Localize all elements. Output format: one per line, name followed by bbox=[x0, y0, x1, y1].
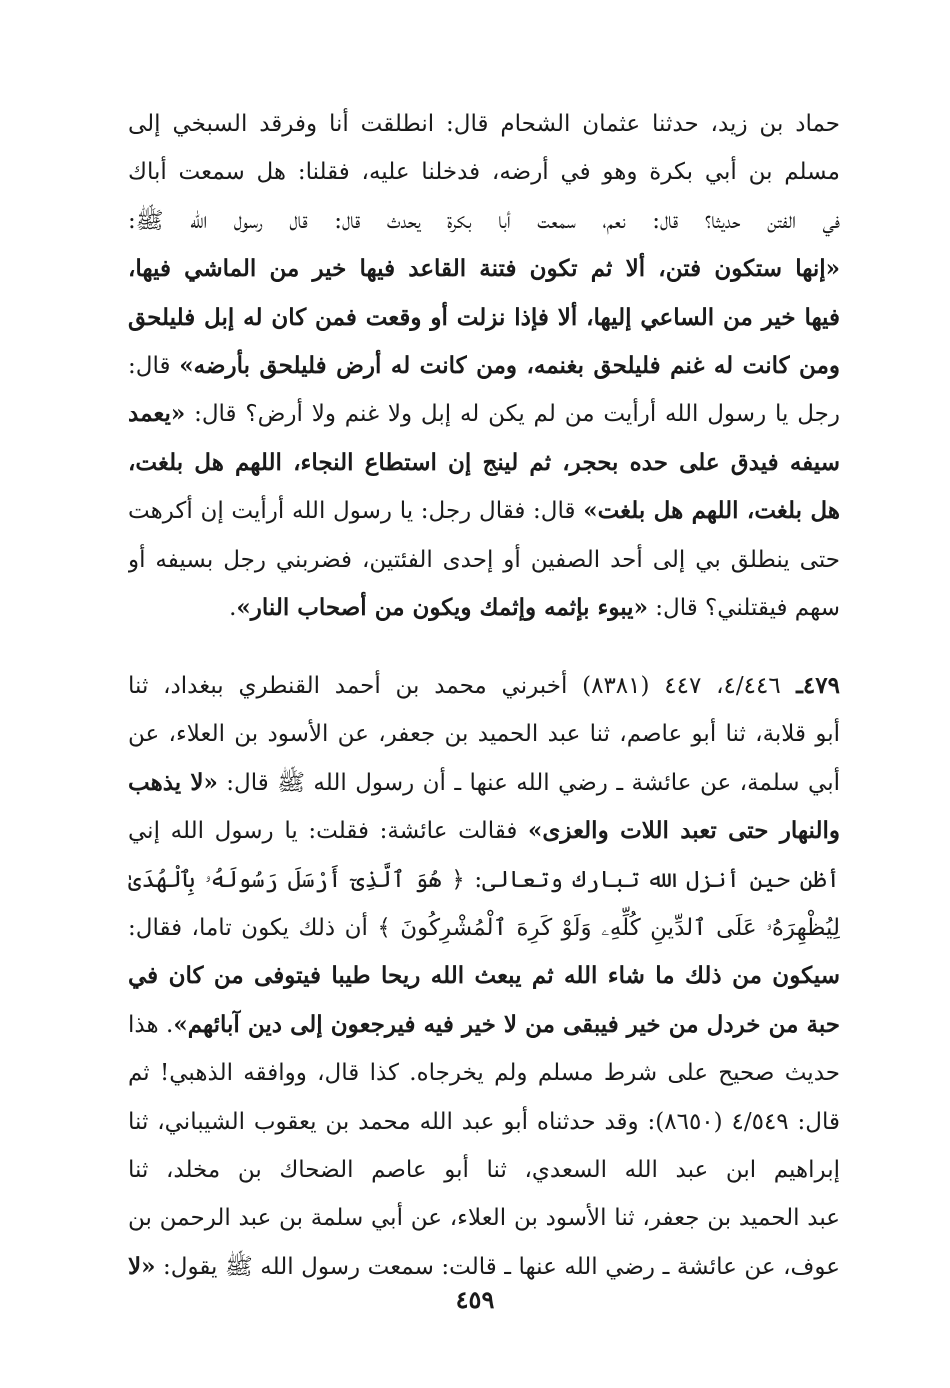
hadith-quote-text: «لا يذهب bbox=[128, 768, 218, 796]
narration-text: قال: ٤/٥٤٩ (٨٦٥٠): وقد حدثناه أبو عبد الله محمد بن يعقوب الشيباني، ثنا bbox=[128, 1108, 840, 1135]
text-line bbox=[128, 1098, 840, 1146]
hadith-quote-text: «إنها ستكون فتن، ألا ثم تكون فتنة القاعد فيها خير من الماشي فيها، bbox=[128, 255, 840, 283]
text-line bbox=[128, 1001, 840, 1049]
text-line bbox=[128, 904, 840, 952]
narration-text: عبد الحميد بن جعفر، ثنا الأسود بن العلاء، عن أبي سلمة بن عبد الرحمن بن bbox=[128, 1205, 840, 1232]
narration-text: . bbox=[229, 594, 237, 621]
narration-text: عوف، عن عائشة ـ رضي الله عنها ـ قالت: سمعت رسول الله ﷺ يقول: bbox=[155, 1253, 840, 1280]
text-line bbox=[128, 856, 840, 904]
narration-text: قال: bbox=[128, 352, 171, 379]
narration-text: لِيُظْهِرَهُۥ عَلَى ٱلدِّينِ كُلِّهِۦ وَلَوْ كَرِهَ ٱلْمُشْرِكُونَ ﴾ أن ذلك يكون تاما، فقال: bbox=[128, 914, 840, 941]
narration-text: حديث صحيح على شرط مسلم ولم يخرجاه. كذا قال، ووافقه الذهبي! ثم bbox=[128, 1060, 840, 1087]
hadith-quote-text: فيها خير من الساعي إليها، ألا فإذا نزلت أو وقعت فمن كان له إبل فليلحق bbox=[128, 303, 840, 331]
text-line bbox=[128, 759, 840, 807]
text-line bbox=[128, 1243, 840, 1291]
text-line bbox=[128, 584, 840, 632]
hadith-text-block-1 bbox=[128, 100, 840, 632]
narration-text: رجل يا رسول الله أرأيت من لم يكن له إبل ولا غنم ولا أرض؟ قال: bbox=[185, 401, 840, 428]
narration-text: حماد بن زيد، حدثنا عثمان الشحام قال: انطلقت أنا وفرقد السبخي إلى bbox=[128, 111, 840, 137]
text-line bbox=[128, 148, 840, 196]
hadith-quote-text: «يبوء بإثمه وإثمك ويكون من أصحاب النار» bbox=[236, 593, 648, 621]
narration-text: مسلم بن أبي بكرة وهو في أرضه، فدخلنا عليه، فقلنا: هل سمعت أباك bbox=[128, 159, 840, 186]
text-line bbox=[128, 710, 840, 758]
text-line bbox=[128, 342, 840, 390]
text-line bbox=[128, 807, 840, 855]
hadith-quote-text: والنهار حتى تعبد اللات والعزى» bbox=[528, 817, 840, 845]
text-line bbox=[128, 100, 840, 148]
text-line bbox=[128, 487, 840, 535]
narration-text: أظن حين أنزل الله تبارك وتعالى: ﴿ هُوَ ٱلَّذِىٓ أَرْسَلَ رَسُولَهُۥ بِٱلْهُدَىٰ bbox=[128, 866, 840, 893]
narration-text: فقالت عائشة: فقلت: يا رسول الله إني bbox=[128, 818, 518, 845]
text-line bbox=[128, 536, 840, 584]
narration-text: ٤/٤٤٦، ٤٤٧ (٨٣٨١) أخبرني محمد بن أحمد القنطري ببغداد، ثنا bbox=[128, 673, 781, 699]
narration-text: إبراهيم ابن عبد الله السعدي، ثنا أبو عاصم الضحاك بن مخلد، ثنا bbox=[128, 1156, 840, 1183]
hadith-quote-text: حبة من خردل من خير فيبقى من لا خير فيه فيرجعون إلى دين آبائهم» bbox=[173, 1010, 840, 1038]
narration-text: أبي سلمة، عن عائشة ـ رضي الله عنها ـ أن رسول الله ﷺ قال: bbox=[217, 769, 840, 796]
narration-text: . هذا bbox=[128, 1011, 174, 1038]
text-line bbox=[128, 245, 840, 293]
text-line bbox=[128, 197, 840, 245]
text-line bbox=[128, 662, 840, 710]
hadith-quote-text: سيفه فيدق على حده بحجر، ثم لينج إن استطاع النجاء، اللهم هل بلغت، bbox=[128, 448, 840, 476]
page-number: ٤٥٩ bbox=[455, 1285, 495, 1314]
text-line bbox=[128, 439, 840, 487]
narration-text: حتى ينطلق بي إلى أحد الصفين أو إحدى الفئتين، فضربني رجل بسيفه أو bbox=[128, 546, 840, 573]
text-line bbox=[128, 390, 840, 438]
narration-text: قال: فقال رجل: يا رسول الله أرأيت إن أكرهت bbox=[128, 498, 584, 525]
text-line bbox=[128, 294, 840, 342]
hadith-quote-text: ومن كانت له غنم فليلحق بغنمه، ومن كانت له أرض فليلحق بأرضه» bbox=[179, 351, 840, 379]
text-line bbox=[128, 1049, 840, 1097]
narration-text: سهم فيقتلني؟ قال: bbox=[647, 594, 840, 621]
hadith-quote-text: «يعمد bbox=[128, 400, 186, 428]
hadith-quote-text: سيكون من ذلك ما شاء الله ثم يبعث الله ريحا طيبا فيتوفى من كان في bbox=[128, 962, 840, 990]
narration-text: أبو قلابة، ثنا أبو عاصم، ثنا عبد الحميد بن جعفر، عن الأسود بن العلاء، عن bbox=[128, 721, 840, 748]
text-line bbox=[128, 1146, 840, 1194]
hadith-text-block-479 bbox=[128, 662, 840, 1291]
hadith-quote-text: ٤٧٩ـ bbox=[780, 672, 840, 699]
hadith-quote-text: هل بلغت، اللهم هل بلغت» bbox=[583, 497, 840, 525]
text-line bbox=[128, 952, 840, 1000]
hadith-quote-text: «لا bbox=[128, 1252, 156, 1280]
text-line bbox=[128, 1194, 840, 1242]
narration-text: في الفتن حديثا؟ قال: نعم، سمعت أبا بكرة يحدث قال: قال رسول الله ﷺ: bbox=[128, 207, 840, 234]
